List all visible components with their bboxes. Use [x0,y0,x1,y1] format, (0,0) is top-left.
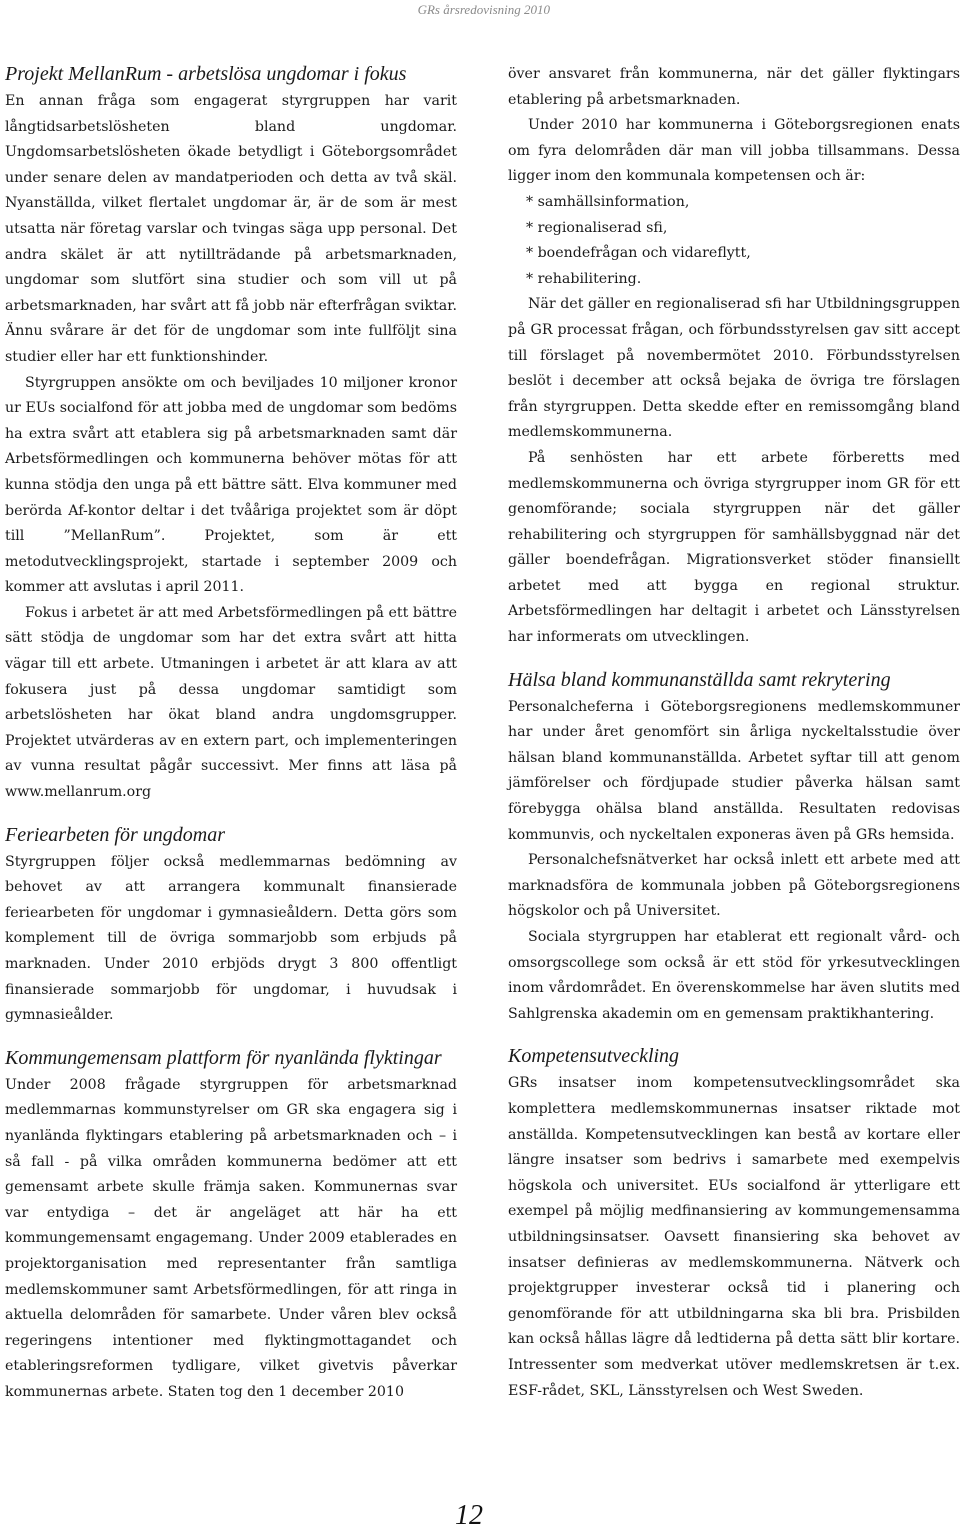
section-heading-plattform: Kommungemensam plattform för nyanlända flyktingar [5,1046,442,1069]
section-heading-feriearbeten: Feriearbeten för ungdomar [5,823,225,846]
list-item: * rehabilitering. [526,270,642,287]
body-paragraph: På senhösten har ett arbete förberetts med medlemskommunerna och övriga styrgrupper inom GR för ett genomförande; sociala styrgruppen när det gäller rehabilitering och styrgruppen för samhällsbyggnad när det gäller boendefrågan. Migrationsverket stöder finansiellt arbetet med att bygga en regional struktur. Arbetsförmedlingen har deltagit i arbetet och Länsstyrelsen har informerats om utvecklingen. [508,449,960,646]
running-header: GRs årsredovisning 2010 [417,2,550,17]
right-column [508,62,960,1404]
section-heading-mellanrum: Projekt MellanRum - arbetslösa ungdomar i fokus [5,63,407,85]
body-paragraph: Personalchefsnätverket har också inlett ett arbete med att marknadsföra de kommunala jobben på Göteborgsregionens högskolor och på Universitet. [508,852,960,920]
left-column [5,62,457,1406]
body-paragraph: Personalcheferna i Göteborgsregionens medlemskommuner har under året genomfört sin årliga nyckeltalsstudie över hälsan bland kommunanställda. Arbetet syftar till att genom jämförelser och fördjupade studier påverka hälsan samt förebygga ohälsa bland anställda. Resultaten redovisas kommunvis, och nyckeltalen exponeras även på GRs hemsida. [508,698,960,843]
body-paragraph: En annan fråga som engagerat styrgruppen har varit långtidsarbetslösheten bland ungdomar. Ungdomsarbetslösheten ökade betydligt i Göteborgsområdet under senare delen av mandatperioden och detta av två skäl. Nyanställda, vilket flertalet ungdomar är, är de som är mest utsatta när företag varslar och tvingas säga upp personal. Det andra skälet är att nytillträdande på arbetsmarknaden, ungdomar som slutfört sina studier och som vill ut på arbetsmarknaden, har svårt att få jobb när efterfrågan sviktar. Ännu svårare är det för de ungdomar som inte fullföljt sina studier eller har ett funktionshinder. [5,93,457,365]
body-paragraph: Fokus i arbetet är att med Arbetsförmedlingen på ett bättre sätt stödja de ungdomar som har det extra svårt att hitta vägar till ett arbete. Utmaningen i arbetet är att klara av att fokusera just på dessa ungdomar samtidigt som arbetslösheten har ökat bland andra ungdomsgrupper. Projektet utvärderas av en extern part, och implementeringen av vunna resultat pågår successivt. Mer finns att läsa på www.mellanrum.org [5,604,457,801]
body-paragraph: Under 2010 har kommunerna i Göteborgsregionen enats om fyra delområden där man vill jobba tillsammans. Dessa ligger inom den kommunala kompetensen och är: [508,117,960,185]
list-item: * boendefrågan och vidareflytt, [526,245,751,262]
body-paragraph: över ansvaret från kommunerna, när det gäller flyktingars etablering på arbetsmarknaden. [508,66,960,108]
body-paragraph: När det gäller en regionaliserad sfi har Utbildningsgruppen på GR processat frågan, och förbundsstyrelsen gav sitt accept till förslaget på novembermötet 2010. Förbundsstyrelsen beslöt i december att också bejaka de övriga tre förslagen från styrgruppen. Detta skedde efter en remissomgång bland medlemskommunerna. [508,296,960,441]
body-paragraph: Under 2008 frågade styrgruppen för arbetsmarknad medlemmarnas kommunstyrelser om GR ska engagera sig i nyanlända flyktingars etablering på arbetsmarknaden och – i så fall - på vilka områden kommunerna bedömer att ett gemensamt arbete skulle främja saken. Kommunernas svar var entydiga – det är angeläget att här ha ett kommungemensamt engagemang. Under 2009 etablerades en projektorganisation med representanter från samtliga medlemskommuner samt Arbetsförmedlingen, för att ringa in aktuella delområden för samarbete. Under våren blev också regeringens intentioner med flyktingmottagandet och etableringsreformen tydligare, vilket givetvis påverkar kommunernas arbete. Staten tog den 1 december 2010 [5,1076,457,1400]
section-heading-halsa: Hälsa bland kommunanställda samt rekrytering [508,668,891,691]
list-item: * regionaliserad sfi, [526,219,668,236]
section-heading-kompetensutveckling: Kompetensutveckling [508,1045,680,1068]
page-number: 12 [455,1500,483,1531]
body-paragraph: Styrgruppen ansökte om och beviljades 10 miljoner kronor ur EUs socialfond för att jobba med de ungdomar som bedöms ha extra svårt att etablera sig på arbetsmarknaden samt där Arbetsförmedlingen och kommunerna behöver mötas för att kunna stödja den unga på ett bättre sätt. Elva kommuner med berörda Af-kontor deltar i det tvååriga projektet som är döpt till ”MellanRum”. Projektet, som är ett metodutvecklingsprojekt, startade i september 2009 och kommer att avslutas i april 2011. [5,374,457,596]
list-item: * samhällsinformation, [526,193,690,210]
body-paragraph: GRs insatser inom kompetensutvecklingsområdet ska komplettera medlemskommunernas insatser riktade mot anställda. Kompetensutvecklingen kan bestå av kortare eller längre insatser som bedrivs i samarbete med exempelvis högskola och universitet. EUs socialfond är ytterligare ett exempel på möjlig medfinansiering av kommungemensamma utbildningsinsatser. Oavsett finansiering ska behovet av insatser definieras av medlemskommunerna. Nätverk och projektgrupper investerar också tid i planering och genomförande för att utbildningarna ska bli bra. Prisbilden kan också hållas lägre då ledtiderna på detta sätt blir kortare. Intressenter som medverkat utöver medlemskretsen är t.ex. ESF-rådet, SKL, Länsstyrelsen och West Sweden. [508,1075,960,1399]
body-paragraph: Styrgruppen följer också medlemmarnas bedömning av behovet av att arrangera kommunalt finansierade feriearbeten för ungdomar i gymnasieåldern. Detta görs som komplement till de övriga sommarjobb som erbjuds på marknaden. Under 2010 erbjöds drygt 3 800 offentligt finansierade sommarjobb för ungdomar, i huvudsak i gymnasieålder. [5,853,457,1024]
delomraden-list [508,190,960,292]
body-paragraph: Sociala styrgruppen har etablerat ett regionalt vård- och omsorgscollege som också är ett stöd för yrkesutvecklingen inom vårdområdet. En överenskommelse har även slutits med Sahlgrenska akademin om en gemensam praktikhantering. [508,929,960,1022]
